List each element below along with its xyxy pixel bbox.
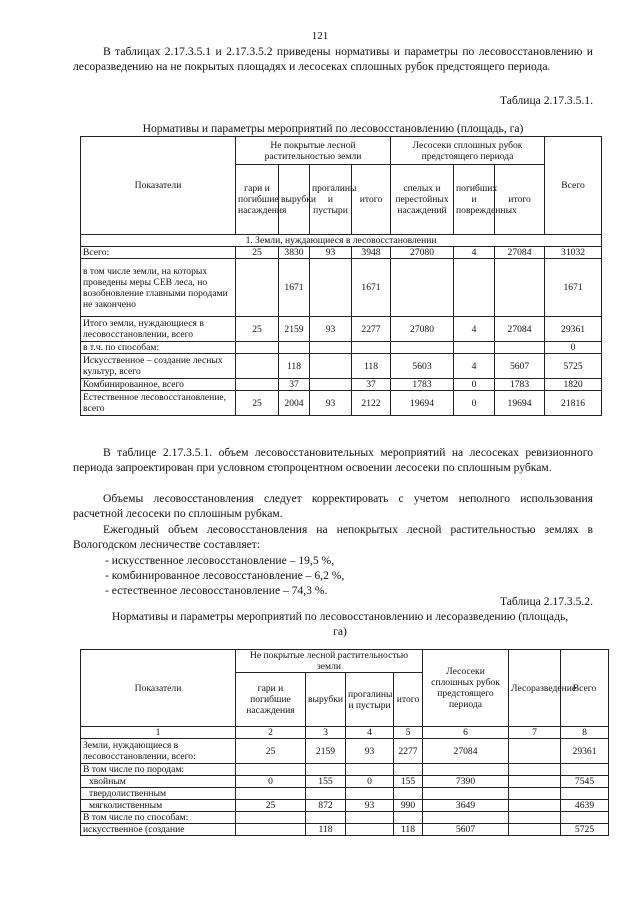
t2-cell xyxy=(509,788,561,800)
t1-cell: 4 xyxy=(454,317,495,342)
t2-row xyxy=(81,800,609,812)
t1-cell: 1671 xyxy=(352,259,391,317)
t2-cell xyxy=(509,812,561,824)
t1-row-label: Искусственное – создание лесных культур, всего xyxy=(81,354,236,379)
t1-head-total: Всего xyxy=(545,137,602,235)
table1-label: Таблица 2.17.3.5.1. xyxy=(499,94,593,107)
list-item: - естественное лесовосстановление – 74,3 %. xyxy=(105,584,328,597)
t1-row xyxy=(81,247,602,259)
t2-row xyxy=(81,788,609,800)
t1-cell: 93 xyxy=(310,317,352,342)
t1-cell: 19694 xyxy=(495,391,545,416)
t1-cell xyxy=(236,342,279,354)
t2-cell: 155 xyxy=(394,776,423,788)
t1-row-label: Комбинированное, всего xyxy=(81,379,236,391)
t2-col-number: 4 xyxy=(346,727,394,739)
t1-cell: 118 xyxy=(279,354,310,379)
t1-cell xyxy=(279,342,310,354)
table2-caption-line1: Нормативы и параметры мероприятий по лесовосстановлению и лесоразведению (площадь, xyxy=(111,610,569,623)
t2-head-clearcuts: Лесосеки сплошных рубок предстоящего периода xyxy=(423,650,509,727)
t2-cell: 4639 xyxy=(561,800,609,812)
t2-cell: 0 xyxy=(346,776,394,788)
t1-cell: 25 xyxy=(236,391,279,416)
t2-cell xyxy=(509,739,561,764)
t1-row xyxy=(81,379,602,391)
t1-cell xyxy=(310,379,352,391)
t1-cell: 118 xyxy=(352,354,391,379)
text-paragraph-3: Ежегодный объем лесовосстановления на непокрытых лесной растительностью землях в Вологодском лесничестве составляет: xyxy=(73,523,593,552)
t1-cell: 0 xyxy=(545,342,602,354)
t2-head-a-col: гари и погибшие насаждения xyxy=(236,673,306,727)
t2-cell: 5607 xyxy=(423,824,509,836)
text-paragraph-2: Объемы лесовосстановления следует корректировать с учетом неполного использования расчетной лесосеки по сплошным рубкам. xyxy=(73,492,593,521)
t2-cell: 2159 xyxy=(306,739,346,764)
t2-col-number: 1 xyxy=(81,727,236,739)
t2-cell xyxy=(394,764,423,776)
t1-row-label: Итого земли, нуждающиеся в лесовосстановлении, всего xyxy=(81,317,236,342)
t1-cell: 1671 xyxy=(279,259,310,317)
t2-cell xyxy=(561,812,609,824)
t2-head-group-a: Не покрытые лесной растительностью земли xyxy=(236,650,423,673)
t2-head-afforestation: Лесоразведение xyxy=(509,650,561,727)
t2-cell xyxy=(561,764,609,776)
t1-body xyxy=(81,247,602,416)
t2-cell xyxy=(509,824,561,836)
t1-cell: 3830 xyxy=(279,247,310,259)
t2-cell: 93 xyxy=(346,800,394,812)
t1-row-label: в т.ч. по способам: xyxy=(81,342,236,354)
t2-row-label: твердолиственным xyxy=(81,788,236,800)
t2-cell xyxy=(509,776,561,788)
t1-cell: 1820 xyxy=(545,379,602,391)
t1-cell: 29361 xyxy=(545,317,602,342)
t1-head-indicators: Показатели xyxy=(81,137,236,235)
t2-cell xyxy=(509,800,561,812)
t2-cell xyxy=(394,788,423,800)
table1-caption: Нормативы и параметры мероприятий по лесовосстановлению (площадь, га) xyxy=(142,122,524,135)
t1-cell: 5607 xyxy=(495,354,545,379)
t2-cell: 155 xyxy=(306,776,346,788)
t2-cell: 25 xyxy=(236,739,306,764)
t1-cell: 1783 xyxy=(391,379,454,391)
t2-head-a-col: вырубки xyxy=(306,673,346,727)
t1-cell: 31032 xyxy=(545,247,602,259)
t1-cell xyxy=(310,342,352,354)
t1-cell: 21816 xyxy=(545,391,602,416)
t1-cell xyxy=(236,259,279,317)
t2-cell xyxy=(306,812,346,824)
t2-cell: 3649 xyxy=(423,800,509,812)
t2-cell xyxy=(509,764,561,776)
t1-head-group-a: Не покрытые лесной растительностью земли xyxy=(236,137,391,165)
t2-cell: 25 xyxy=(236,800,306,812)
t1-cell: 5725 xyxy=(545,354,602,379)
t1-cell: 27084 xyxy=(495,247,545,259)
t1-cell xyxy=(391,259,454,317)
t1-cell: 2159 xyxy=(279,317,310,342)
t2-cell: 2277 xyxy=(394,739,423,764)
t2-head-a-col: прогалины и пустыри xyxy=(346,673,394,727)
t2-row-label: мягколиственным xyxy=(81,800,236,812)
t1-cell: 27084 xyxy=(495,317,545,342)
t1-cell: 1671 xyxy=(545,259,602,317)
t1-cell: 2122 xyxy=(352,391,391,416)
t1-cell: 93 xyxy=(310,391,352,416)
t2-cell xyxy=(346,812,394,824)
t2-col-number: 2 xyxy=(236,727,306,739)
t2-col-number: 8 xyxy=(561,727,609,739)
t1-head-group-b: Лесосеки сплошных рубок предстоящего периода xyxy=(391,137,545,165)
t2-cell: 7545 xyxy=(561,776,609,788)
t1-row xyxy=(81,391,602,416)
t1-cell xyxy=(454,259,495,317)
t1-section-title: 1. Земли, нуждающиеся в лесовосстановлении xyxy=(81,235,602,247)
t1-cell: 0 xyxy=(454,379,495,391)
t1-cell: 37 xyxy=(279,379,310,391)
t2-cell xyxy=(346,788,394,800)
t2-cell: 7390 xyxy=(423,776,509,788)
t1-cell: 2004 xyxy=(279,391,310,416)
t1-head-a-col: итого xyxy=(352,165,391,235)
t2-cell: 29361 xyxy=(561,739,609,764)
table2 xyxy=(80,649,609,836)
t2-row xyxy=(81,776,609,788)
page-number: 121 xyxy=(311,30,329,42)
t1-cell: 93 xyxy=(310,247,352,259)
t2-cell xyxy=(236,812,306,824)
t2-cell xyxy=(423,764,509,776)
t2-head-indicators: Показатели xyxy=(81,650,236,727)
text-paragraph-1: В таблице 2.17.3.5.1. объем лесовосстановительных мероприятий на лесосеках ревизионного периода запроектирован при условном стопроцентном освоении лесосеки по сплошным рубкам. xyxy=(73,446,593,475)
t1-head-a-col: вырубки xyxy=(279,165,310,235)
t1-cell: 25 xyxy=(236,247,279,259)
t1-row xyxy=(81,259,602,317)
t2-cell: 872 xyxy=(306,800,346,812)
t1-cell: 5603 xyxy=(391,354,454,379)
t1-cell: 3948 xyxy=(352,247,391,259)
t2-row xyxy=(81,824,609,836)
t1-row-label: Всего: xyxy=(81,247,236,259)
t1-cell xyxy=(310,259,352,317)
t2-row-label: хвойным xyxy=(81,776,236,788)
t1-cell: 27080 xyxy=(391,317,454,342)
t2-cell xyxy=(346,764,394,776)
t2-row-label: В том числе по способам: xyxy=(81,812,236,824)
t2-row xyxy=(81,739,609,764)
table1 xyxy=(80,136,602,416)
t2-cell: 990 xyxy=(394,800,423,812)
t1-cell: 19694 xyxy=(391,391,454,416)
t2-col-number: 6 xyxy=(423,727,509,739)
t1-cell xyxy=(495,342,545,354)
t2-col-number: 3 xyxy=(306,727,346,739)
t1-row-label: Естественное лесовосстановление, всего xyxy=(81,391,236,416)
t2-row-label: В том числе по породам: xyxy=(81,764,236,776)
t1-cell: 1783 xyxy=(495,379,545,391)
t2-cell: 0 xyxy=(236,776,306,788)
t1-cell xyxy=(352,342,391,354)
t2-cell: 118 xyxy=(306,824,346,836)
t2-col-number: 7 xyxy=(509,727,561,739)
t2-head-total: Всего xyxy=(561,650,609,727)
table2-caption-line2: га) xyxy=(333,625,347,638)
t1-cell: 25 xyxy=(236,317,279,342)
t1-cell xyxy=(310,354,352,379)
t2-cell: 5725 xyxy=(561,824,609,836)
t1-cell xyxy=(236,354,279,379)
t1-head-b-col: спелых и перестойных насаждений xyxy=(391,165,454,235)
t1-cell: 4 xyxy=(454,354,495,379)
t2-cell xyxy=(306,788,346,800)
t2-cell xyxy=(423,788,509,800)
t1-cell: 0 xyxy=(454,391,495,416)
t1-cell xyxy=(495,259,545,317)
t2-head-a-col: итого xyxy=(394,673,423,727)
t1-cell xyxy=(236,379,279,391)
t1-cell: 27080 xyxy=(391,247,454,259)
t1-row xyxy=(81,354,602,379)
t1-head-b-col: итого xyxy=(495,165,545,235)
t2-cell: 27084 xyxy=(423,739,509,764)
intro-paragraph: В таблицах 2.17.3.5.1 и 2.17.3.5.2 приведены нормативы и параметры по лесовосстановлению и лесоразведению на не покрытых площадях и лесосеках сплошных рубок предстоящего периода. xyxy=(73,45,593,74)
t2-cell: 93 xyxy=(346,739,394,764)
t2-row xyxy=(81,764,609,776)
t2-cell xyxy=(561,788,609,800)
t2-cell xyxy=(236,788,306,800)
t1-cell: 37 xyxy=(352,379,391,391)
t1-row xyxy=(81,317,602,342)
t2-row xyxy=(81,812,609,824)
t2-cell xyxy=(394,812,423,824)
t1-cell xyxy=(391,342,454,354)
list-item: - комбинированное лесовосстановление – 6,2 %, xyxy=(105,569,345,582)
t2-row-label: искусственное (создание xyxy=(81,824,236,836)
t2-cell xyxy=(236,824,306,836)
t1-head-a-col: гари и погибшие насаждения xyxy=(236,165,279,235)
t2-body xyxy=(81,739,609,836)
t1-cell xyxy=(454,342,495,354)
t1-head-a-col: прогалины и пустыри xyxy=(310,165,352,235)
t2-cell xyxy=(306,764,346,776)
t2-row-label: Земли, нуждающиеся в лесовосстановлении, всего: xyxy=(81,739,236,764)
t2-cell: 118 xyxy=(394,824,423,836)
t1-row xyxy=(81,342,602,354)
t1-head-b-col: погибших и поврежденных xyxy=(454,165,495,235)
t2-column-numbers xyxy=(81,727,609,739)
t1-row-label: в том числе земли, на которых проведены меры СЕВ леса, но возобновление главными породами не закончено xyxy=(81,259,236,317)
t1-cell: 2277 xyxy=(352,317,391,342)
table2-label: Таблица 2.17.3.5.2. xyxy=(499,595,593,608)
list-item: - искусственное лесовосстановление – 19,5 %, xyxy=(105,554,335,567)
t1-cell: 4 xyxy=(454,247,495,259)
t2-cell xyxy=(236,764,306,776)
t2-cell xyxy=(423,812,509,824)
t2-col-number: 5 xyxy=(394,727,423,739)
t2-cell xyxy=(346,824,394,836)
